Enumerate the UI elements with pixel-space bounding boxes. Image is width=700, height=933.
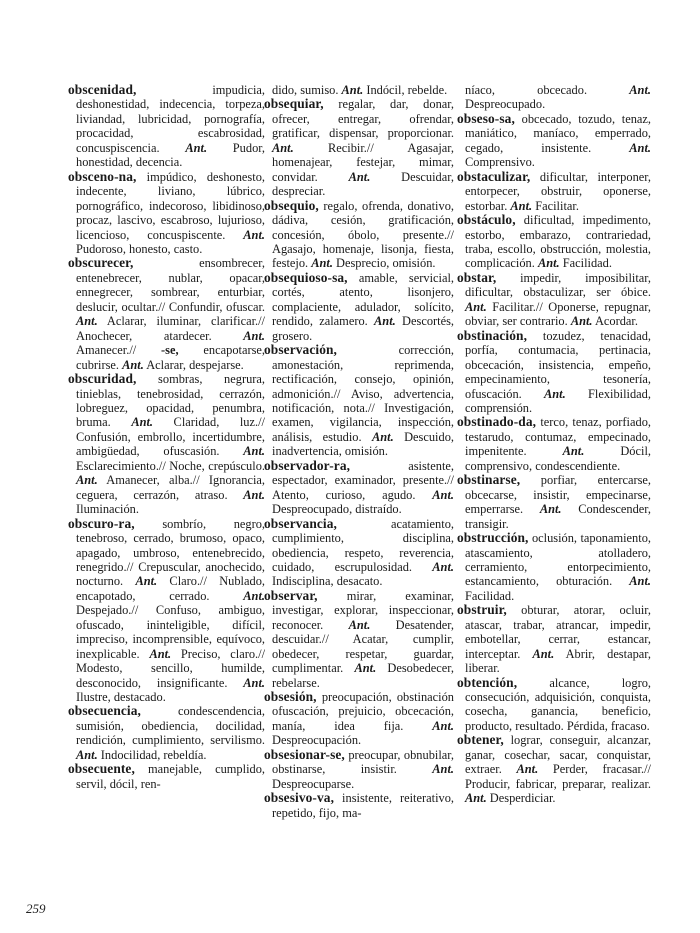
antonym-label: Ant. <box>76 314 98 329</box>
entry-headword: obsequio, <box>264 197 319 213</box>
entry-headword: obsecuente, <box>68 761 135 777</box>
entry-headword: obtención, <box>457 674 518 690</box>
antonym-label: Ant. <box>432 762 454 777</box>
entry-headword: obstinación, <box>457 327 528 343</box>
dictionary-entry: obsequiar, regalar, dar, donar, ofrecer, entregar, ofrendar, gratificar, dispensar, proporcionar. Ant. Recibir.// Agasajar, homenajear, festejar, mimar, convidar. Ant. Descuidar, despreciar. <box>264 96 454 199</box>
entry-headword: obscenidad, <box>68 82 137 97</box>
antonym-label: Ant. <box>135 574 158 589</box>
dictionary-entry: observar, mirar, examinar, investigar, explorar, inspeccionar, reconocer. Ant. Desatender, descuidar.// Acatar, cumplir, obedecer, respetar, guardar, cumplimentar. Ant. Desobedecer, rebelarse. <box>264 587 454 690</box>
dictionary-entry: obstaculizar, dificultar, interponer, entorpecer, obstruir, oponerse, estorbar. Ant. Facilitar. <box>457 168 651 213</box>
column-2 <box>264 83 454 820</box>
dictionary-entry: obstinarse, porfiar, entercarse, obcecarse, insistir, empecinarse, emperrarse. Ant. Condescender, transigir. <box>457 472 652 531</box>
dictionary-entry: observancia, acatamiento, cumplimiento, disciplina, obediencia, respeto, reverencia, cuidado, escrupulosidad. Ant. Indisciplina, desacato. <box>264 515 454 589</box>
antonym-label: Ant. <box>76 473 98 488</box>
antonym-label: Ant. <box>544 386 566 401</box>
entry-headword: obstruir, <box>457 602 507 618</box>
antonym-label: Ant. <box>348 169 371 184</box>
entry-headword: observancia, <box>264 515 337 531</box>
antonym-label: Ant. <box>465 791 487 806</box>
dictionary-entry: obsesionar-se, preocupar, obnubilar, obstinarse, insistir. Ant. Despreocuparse. <box>264 746 454 791</box>
antonym-label: Ant. <box>539 502 562 517</box>
entry-headword: obtener, <box>457 732 504 748</box>
antonym-label: Ant. <box>348 617 371 632</box>
entry-headword: obstar, <box>457 269 497 285</box>
entry-headword: obsesión, <box>264 689 317 705</box>
dictionary-entry: obscuridad, sombras, negrura, tinieblas, tenebrosidad, cerrazón, lobreguez, opacidad, penumbra, bruma. Ant. Claridad, luz.// Confusión, embrollo, incertidumbre, ambigüedad, ofuscasión. Ant. Esclarecimiento.// Noche, crepúsculo. Ant. Amanecer, alba.// Ignorancia, ceguera, cerrazón, atraso. Ant. Iluminación. <box>68 371 265 517</box>
dictionary-entry: obseso-sa, obcecado, tozudo, tenaz, maniático, maníaco, emperrado, cegado, insistente. Ant. Comprensivo. <box>457 110 651 170</box>
entry-headword: obstáculo, <box>457 212 516 228</box>
antonym-label: Ant. <box>272 140 294 155</box>
antonym-label: Ant. <box>532 646 555 661</box>
antonym-label: Ant. <box>131 415 154 430</box>
antonym-label: Ant. <box>570 314 593 329</box>
antonym-label: Ant. <box>629 83 651 97</box>
dictionary-entry: obsecuente, manejable, cumplido, servil, dócil, ren- <box>68 761 265 791</box>
entry-headword: obsecuencia, <box>68 703 141 719</box>
entry-headword: obsequioso-sa, <box>264 269 348 285</box>
dictionary-entry: níaco, obcecado. Ant. Despreocupado. <box>465 83 651 112</box>
antonym-label: Ant. <box>629 574 651 589</box>
entry-headword: obstaculizar, <box>457 168 531 184</box>
antonym-label: Ant. <box>243 328 265 343</box>
antonym-label: Ant. <box>371 429 394 444</box>
dictionary-entry: obsesión, preocupación, obstinación ofuscación, prejuicio, obcecación, manía, idea fija. Ant. Despreocupación. <box>264 689 454 748</box>
dictionary-entry: obstruir, obturar, atorar, ocluir, atascar, trabar, atrancar, impedir, embotellar, cerrar, estancar, interceptar. Ant. Abrir, destapar, liberar. <box>457 602 651 676</box>
dictionary-entry: observador-ra, asistente, espectador, examinador, presente.// Atento, curioso, agudo. Ant. Despreocupado, distraído. <box>264 457 454 517</box>
dictionary-entry: obscuro-ra, sombrío, negro, tenebroso, cerrado, brumoso, opaco, apagado, umbroso, entenebrecido, renegrido.// Crepuscular, anochecido, nocturno. Ant. Claro.// Nublado, encapotado, cerrado. Ant. Despejado.// Confuso, ambiguo, ofuscado, ininteligible, difícil, impreciso, incomprensible, equívoco, inexplicable. Ant. Preciso, claro.// Modesto, sencillo, humilde, desconocido, insignificante. Ant. Ilustre, destacado. <box>68 515 266 705</box>
antonym-label: Ant. <box>243 588 265 603</box>
entry-headword: obseso-sa, <box>457 110 515 126</box>
antonym-label: Ant. <box>465 299 487 314</box>
antonym-label: Ant. <box>510 198 533 213</box>
dictionary-entry: obsequio, regalo, ofrenda, donativo, dádiva, cesión, gratificación, concesión, óbolo, presente.// Agasajo, homenaje, lisonja, fiesta, festejo. Ant. Desprecio, omisión. <box>264 197 454 271</box>
antonym-label: Ant. <box>432 487 454 502</box>
antonym-label: Ant. <box>122 357 144 372</box>
antonym-label: Ant. <box>629 140 651 155</box>
entry-headword: observador-ra, <box>264 457 351 473</box>
antonym-label: Ant. <box>562 444 585 459</box>
entry-headword: obscuridad, <box>68 371 137 387</box>
entry-headword: observación, <box>264 342 337 358</box>
dictionary-entry: obsequioso-sa, amable, servicial, cortés, atento, lisonjero, complaciente, adulador, solícito, rendido, zalamero. Ant. Descortés, grosero. <box>264 269 454 343</box>
column-3 <box>457 83 651 806</box>
antonym-label: Ant. <box>374 314 396 329</box>
entry-headword: observar, <box>264 587 318 603</box>
page-number: 259 <box>26 901 46 916</box>
dictionary-entry: obtener, lograr, conseguir, alcanzar, ganar, cosechar, sacar, conquistar, extraer. Ant. Perder, fracasar.// Producir, fabricar, preparar, realizar. Ant. Desperdiciar. <box>457 732 651 806</box>
dictionary-entry: obstáculo, dificultad, impedimento, estorbo, embarazo, contrariedad, traba, escollo, obstrucción, molestia, complicación. Ant. Facilidad. <box>457 212 651 271</box>
antonym-label: Ant. <box>149 646 172 661</box>
antonym-label: Ant. <box>341 83 364 97</box>
antonym-label: Ant. <box>243 444 265 459</box>
dictionary-entry: obstinación, tozudez, tenacidad, porfía, contumacia, pertinacia, obcecación, insistencia, empeño, empecinamiento, tesonería, ofuscación. Ant. Flexibilidad, comprensión. <box>457 327 651 415</box>
column-1 <box>68 83 265 791</box>
entry-headword: obsesivo-va, <box>264 790 335 806</box>
entry-headword: obsesionar-se, <box>264 746 345 762</box>
dictionary-entry: obsesivo-va, insistente, reiterativo, repetido, fijo, ma- <box>264 790 454 820</box>
antonym-label: Ant. <box>243 227 265 242</box>
dictionary-entry: obscurecer, ensombrecer, entenebrecer, nublar, opacar, ennegrecer, sombrear, enturbiar, deslucir, ocultar.// Confundir, ofuscar. Ant. Aclarar, iluminar, clarificar.// Anochecer, atardecer. Ant. Amanecer.// -se, encapotarse, cubrirse. Ant. Aclarar, despejarse. <box>68 255 265 372</box>
dictionary-entry: obtención, alcance, logro, consecución, adquisición, conquista, cosecha, ganancia, beneficio, producto, resultado. Pérdida, fracaso. <box>457 674 651 733</box>
dictionary-entry: obstrucción, oclusión, taponamiento, atascamiento, atolladero, cerramiento, entorpecimiento, estancamiento, obturación. Ant. Facilidad. <box>457 530 651 603</box>
dictionary-entry: obstar, impedir, imposibilitar, dificultar, obstaculizar, ser óbice. Ant. Facilitar.// Oponerse, repugnar, obviar, ser contrario. Ant. Acordar. <box>457 269 651 329</box>
antonym-label: Ant. <box>185 140 208 155</box>
entry-headword: obstinarse, <box>457 472 521 488</box>
entry-headword: obsceno-na, <box>68 168 137 184</box>
entry-headword: obscuro-ra, <box>68 515 135 531</box>
dictionary-entry: obsecuencia, condescendencia, sumisión, obediencia, docilidad, rendición, cumplimiento, servilismo. Ant. Indocilidad, rebeldía. <box>68 703 265 762</box>
entry-headword: obstinado-da, <box>457 414 537 430</box>
dictionary-entry: dido, sumiso. Ant. Indócil, rebelde. <box>272 83 448 97</box>
antonym-label: Ant. <box>432 718 454 733</box>
entry-headword: obsequiar, <box>264 96 324 112</box>
antonym-label: Ant. <box>432 559 454 574</box>
antonym-label: Ant. <box>537 256 560 271</box>
dictionary-entry: obstinado-da, terco, tenaz, porfiado, testarudo, contumaz, empecinado, impenitente. Ant. Dócil, comprensivo, condescendiente. <box>457 414 651 473</box>
dictionary-entry: observación, corrección, amonestación, reprimenda, rectificación, consejo, opinión, admonición.// Aviso, advertencia, notificación, nota.// Investigación, examen, vigilancia, inspección, análisis, estudio. Ant. Descuido, inadvertencia, omisión. <box>264 342 454 459</box>
antonym-label: Ant. <box>243 675 265 690</box>
dictionary-entry: obscenidad, impudicia, deshonestidad, indecencia, torpeza, liviandad, lubricidad, pornografía, procacidad, escabrosidad, concuspiscencia. Ant. Pudor, honestidad, decencia. <box>68 82 265 170</box>
antonym-label: Ant. <box>516 762 539 777</box>
dictionary-entry: obsceno-na, impúdico, deshonesto, indecente, liviano, lúbrico, pornográfico, indecoroso, libidinoso, procaz, lascivo, escabroso, lujurioso, licencioso, concuspiscente. Ant. Pudoroso, honesto, casto. <box>68 168 265 256</box>
antonym-label: Ant. <box>243 487 265 502</box>
antonym-label: Ant. <box>76 747 98 762</box>
entry-headword: obscurecer, <box>68 255 134 271</box>
antonym-label: Ant. <box>354 661 377 676</box>
sub-headword: -se, <box>161 343 179 358</box>
entry-headword: obstrucción, <box>457 530 529 546</box>
antonym-label: Ant. <box>311 256 333 271</box>
